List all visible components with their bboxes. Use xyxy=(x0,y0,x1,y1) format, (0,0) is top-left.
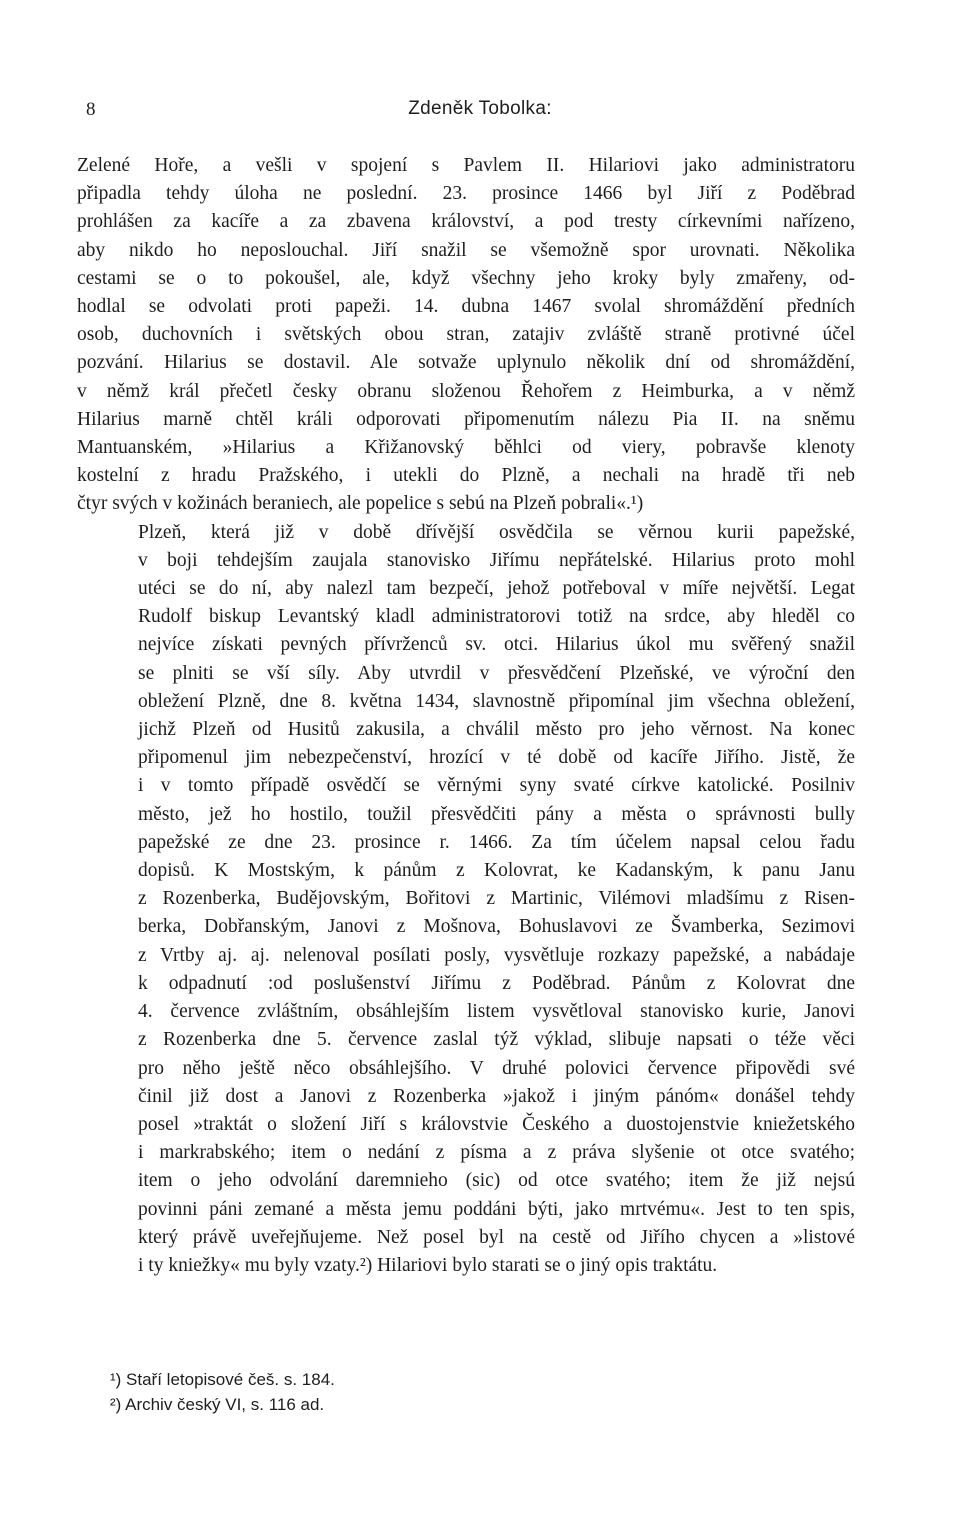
text-line: čtyr svých v kožinách beraniech, ale popelice s sebú na Plzeň pobrali«.¹) xyxy=(77,493,644,515)
text-line: nejvíce získati pevných přívrženců sv. otci. Hilarius úkol mu svěřený snažil xyxy=(138,634,855,656)
text-line: osob, duchovních i světských obou stran, zatajiv zvláště straně protivné účel xyxy=(77,324,855,346)
text-line: obležení Plzně, dne 8. května 1434, slavnostně připomínal jim všechna obležení, xyxy=(138,690,855,712)
body-text xyxy=(77,152,855,1280)
text-line: jichž Plzeň od Husitů zakusila, a chválil město pro jeho věrnost. Na konec xyxy=(138,719,855,741)
text-line: Rudolf biskup Levantský kladl administratorovi totiž na srdce, aby hleděl co xyxy=(138,606,855,628)
text-line: cestami se o to pokoušel, ale, když všechny jeho kroky byly zmařeny, od- xyxy=(77,267,855,289)
text-line: pozvání. Hilarius se dostavil. Ale sotvaže uplynulo několik dní od shromáždění, xyxy=(77,352,855,374)
text-line: město, jež ho hostilo, toužil přesvědčiti pány a města o správnosti bully xyxy=(138,803,855,825)
text-line: činil již dost a Janovi z Rozenberka »jakož i jiným pánóm« donášel tehdy xyxy=(138,1085,855,1107)
text-line: v němž král přečetl česky obranu složenou Řehořem z Heimburka, a v němž xyxy=(77,380,855,402)
text-line: se plniti se vší síly. Aby utvrdil v přesvědčení Plzeňské, ve výroční den xyxy=(138,662,855,684)
text-line: utéci se do ní, aby nalezl tam bezpečí, jehož potřeboval v míře největší. Legat xyxy=(138,578,855,600)
text-line: 4. července zvláštním, obsáhlejším listem vysvětloval stanovisko kurie, Janovi xyxy=(138,1001,855,1023)
text-line: v boji tehdejším zaujala stanovisko Jiřímu nepřátelské. Hilarius proto mohl xyxy=(138,549,855,571)
text-line: který právě uveřejňujeme. Než posel byl na cestě od Jiřího chycen a »listové xyxy=(138,1226,855,1248)
text-line: z Rozenberka dne 5. července zaslal týž výklad, slibuje napsati o téže věci xyxy=(138,1029,855,1051)
text-line: aby nikdo ho neposlouchal. Jiří snažil se všemožně spor urovnati. Několika xyxy=(77,239,855,261)
text-line: připomenul jim nebezpečenství, hrozící v té době od kacíře Jiřího. Jistě, že xyxy=(138,747,855,769)
text-line: papežské ze dne 23. prosince r. 1466. Za tím účelem napsal celou řadu xyxy=(138,831,855,853)
text-line: Plzeň, která již v době dřívější osvědčila se věrnou kurii papežské, xyxy=(138,521,855,543)
text-line: i markrabského; item o nedání z písma a z práva slyšenie ot otce svatého; xyxy=(138,1142,855,1164)
text-line: dopisů. K Mostským, k pánům z Kolovrat, ke Kadanským, k panu Janu xyxy=(138,860,855,882)
text-line: kostelní z hradu Pražského, i utekli do Plzně, a nechali na hradě tři neb xyxy=(77,465,855,487)
paragraph-1 xyxy=(77,152,855,519)
text-line: item o jeho odvolání daremnieho (sic) od otce svatého; item že již nejsú xyxy=(138,1170,855,1192)
text-line: z Vrtby aj. aj. nelenoval posílati posly, vysvětluje rozkazy papežské, a nabádaje xyxy=(138,944,855,966)
text-line: k odpadnutí :od poslušenství Jiřímu z Poděbrad. Pánům z Kolovrat dne xyxy=(138,972,855,994)
text-line: připadla tehdy úloha ne poslední. 23. prosince 1466 byl Jiří z Poděbrad xyxy=(77,183,855,205)
running-head-title: Zdeněk Tobolka: xyxy=(408,98,552,119)
text-line: hodlal se odvolati proti papeži. 14. dubna 1467 svolal shromáždění předních xyxy=(77,296,855,318)
footnote-2: ²) Archiv český VI, s. 116 ad. xyxy=(110,1395,325,1414)
text-line: i ty kniežky« mu byly vzaty.²) Hilariovi bylo starati se o jiný opis traktátu. xyxy=(138,1254,718,1276)
text-line: Zelené Hoře, a vešli v spojení s Pavlem II. Hilariovi jako administratoru xyxy=(77,155,855,176)
text-line: posel »traktát o složení Jiří s královstvie Českého a duostojenstvie kniežetského xyxy=(138,1113,855,1135)
paragraph-2 xyxy=(77,519,855,1280)
text-line: povinni páni zemané a města jemu poddáni býti, jako mrtvému«. Jest to ten spis, xyxy=(138,1198,855,1220)
text-line: berka, Dobřanským, Janovi z Mošnova, Bohuslavovi ze Švamberka, Sezimovi xyxy=(138,916,855,938)
footnotes xyxy=(110,1367,810,1417)
page-number: 8 xyxy=(86,99,96,120)
text-line: Mantuanském, »Hilarius a Křižanovský běhlci od viery, pobravše klenoty xyxy=(77,437,855,459)
text-line: i v tomto případě osvědčí se věrnými syny svaté církve katolické. Posilniv xyxy=(138,775,855,797)
text-line: prohlášen za kacíře a za zbavena království, a pod tresty církevními nařízeno, xyxy=(77,211,855,233)
text-line: pro něho ještě něco obsáhlejšího. V druhé polovici července připovědi své xyxy=(138,1057,855,1079)
text-line: Hilarius marně chtěl králi odporovati připomenutím nálezu Pia II. na sněmu xyxy=(77,408,855,430)
text-line: z Rozenberka, Budějovským, Bořitovi z Martinic, Vilémovi mladšímu z Risen- xyxy=(138,888,855,910)
footnote-1: ¹) Staří letopisové češ. s. 184. xyxy=(110,1370,335,1389)
